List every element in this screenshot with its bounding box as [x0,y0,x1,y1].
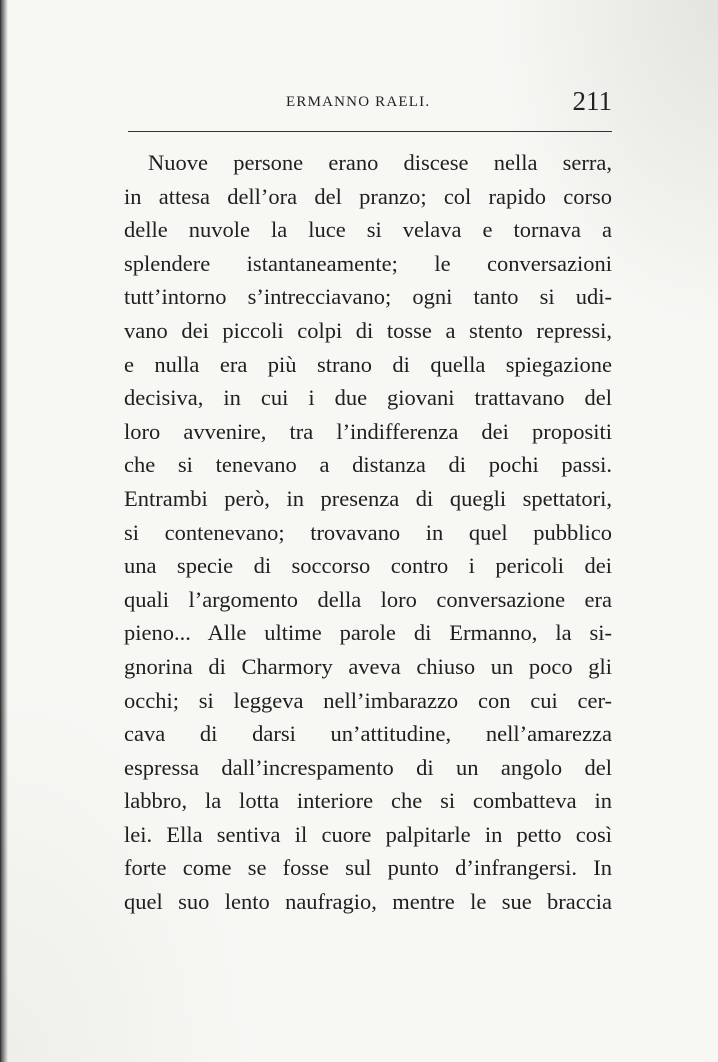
body-text [124,146,612,919]
text-line: Nuove persone erano discese nella serra, [148,150,612,175]
header-rule [128,131,612,132]
text-line: delle nuvole la luce si velava e tornava a [124,217,612,243]
text-line: che si tenevano a distanza di pochi passi. [124,452,612,478]
text-line: quel suo lento naufragio, mentre le sue braccia [124,889,612,915]
text-line: splendere istantaneamente; le conversazioni [124,250,612,276]
text-line: forte come se fosse sul punto d’infrangersi. In [124,855,612,881]
text-line: una specie di soccorso contro i pericoli dei [124,553,612,579]
text-line: lei. Ella sentiva il cuore palpitarle in petto così [124,821,612,847]
text-line: gnorina di Charmory aveva chiuso un poco gli [124,653,612,679]
text-line: labbro, la lotta interiore che si combatteva in [124,788,612,814]
text-line: loro avvenire, tra l’indifferenza dei propositi [124,418,612,444]
text-line: espressa dall’increspamento di un angolo del [124,754,612,780]
text-line: in attesa dell’ora del pranzo; col rapido corso [124,183,612,209]
text-line: Entrambi però, in presenza di quegli spettatori, [124,485,612,511]
text-line: vano dei piccoli colpi di tosse a stento repressi, [124,317,612,343]
text-line: decisiva, in cui i due giovani trattavano del [124,385,612,411]
page-number: 211 [572,86,612,116]
running-title: ERMANNO RAELI. [286,94,431,110]
text-line: e nulla era più strano di quella spiegazione [124,351,612,377]
text-line: cava di darsi un’attitudine, nell’amarezza [124,721,612,747]
text-line: pieno... Alle ultime parole di Ermanno, la si- [124,620,612,646]
text-line: si contenevano; trovavano in quel pubblico [124,519,612,545]
text-line: occhi; si leggeva nell’imbarazzo con cui cer- [124,687,612,713]
binding-edge-shadow [0,0,8,1062]
running-head [126,86,612,122]
text-line: quali l’argomento della loro conversazione era [124,586,612,612]
text-line: tutt’intorno s’intrecciavano; ogni tanto si udi- [124,284,612,310]
